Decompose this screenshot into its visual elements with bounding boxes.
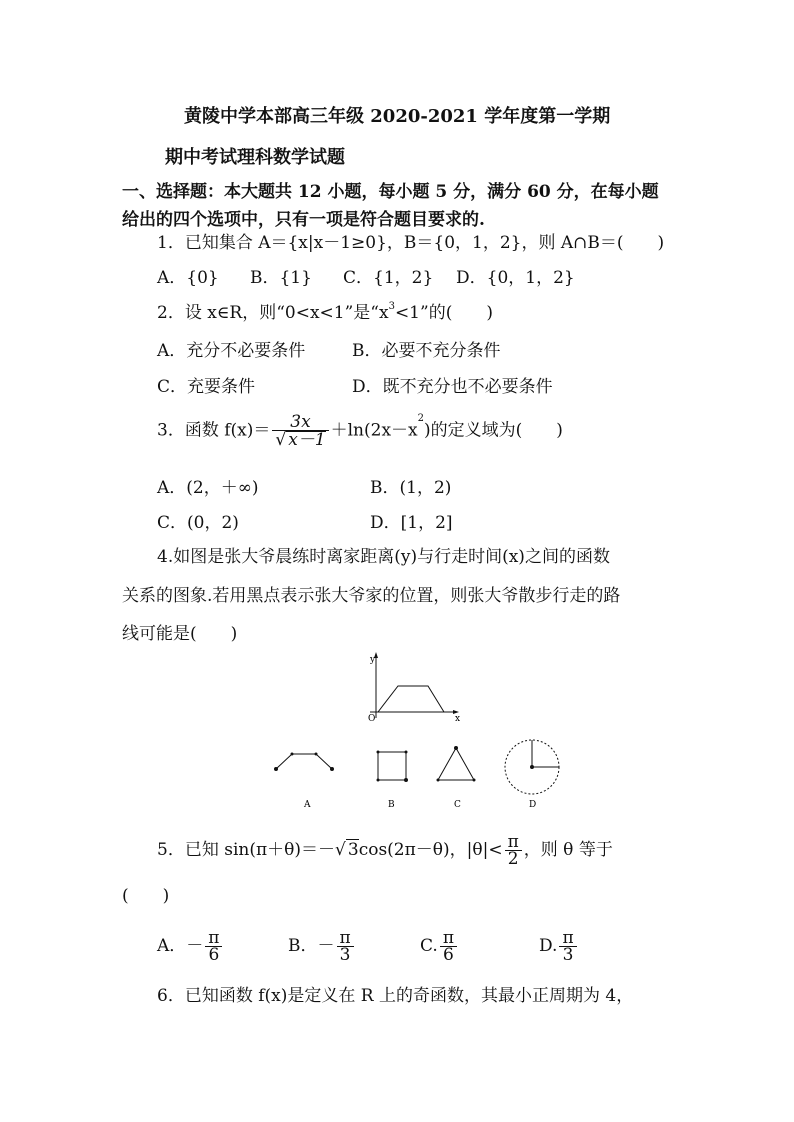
route-b-label: B xyxy=(388,800,395,810)
q1-option-d: D．{0，1，2} xyxy=(456,268,575,288)
q3-option-d: D．[1，2] xyxy=(370,513,453,533)
q3-fraction-denominator: x－1 xyxy=(288,430,326,450)
graph-curve xyxy=(378,686,444,712)
route-a-label: A xyxy=(304,800,311,810)
route-a xyxy=(274,753,334,811)
question-1-stem: 1．已知集合 A＝{x|x－1≥0}，B＝{0，1，2}，则 A∩B＝( ) xyxy=(157,233,665,253)
q5-option-a-fraction xyxy=(205,930,222,963)
q5-option-a-den: 6 xyxy=(208,945,220,965)
route-c xyxy=(437,746,476,810)
exam-title-line2: 期中考试理科数学试题 xyxy=(165,147,345,168)
question-4-line1: 4.如图是张大爷晨练时离家距离(y)与行走时间(x)之间的函数 xyxy=(157,547,610,567)
q2-option-a: A．充分不必要条件 xyxy=(157,341,306,361)
q3-exponent: 2 xyxy=(417,413,425,424)
route-d-label: D xyxy=(529,800,537,810)
question-3-stem xyxy=(157,414,563,448)
q2-exponent: 3 xyxy=(388,301,395,312)
graph-y-label: y xyxy=(370,655,376,665)
sqrt-symbol: √ xyxy=(335,840,346,860)
route-b xyxy=(377,751,409,811)
q5-option-b xyxy=(288,930,356,963)
q1-option-a: A．{0} xyxy=(157,268,219,288)
q5-answer-paren: ( ) xyxy=(122,886,170,906)
question-4-line2: 关系的图象.若用黑点表示张大爷家的位置，则张大爷散步行走的路 xyxy=(122,586,621,606)
q3-fraction xyxy=(272,414,328,448)
q3-option-a: A．(2，＋∞) xyxy=(157,478,259,498)
q3-fraction-numerator: 3x xyxy=(272,414,328,431)
question-6-stem: 6．已知函数 f(x)是定义在 R 上的奇函数，其最小正周期为 4， xyxy=(157,986,634,1006)
q5-option-d-prefix: D. xyxy=(539,936,558,956)
q5-option-b-den: 3 xyxy=(339,945,351,965)
q2-option-c: C．充要条件 xyxy=(157,377,256,397)
route-options-figure xyxy=(266,738,576,813)
q2-option-d: D．既不充分也不必要条件 xyxy=(352,377,553,397)
q5-option-a-prefix: A．－ xyxy=(157,936,204,956)
section-heading-line2: 给出的四个选项中，只有一项是符合题目要求的. xyxy=(122,210,485,230)
q5-fraction xyxy=(505,834,522,867)
q5-fraction-numerator: π xyxy=(505,834,522,851)
q5-option-a-num: π xyxy=(205,930,222,947)
q5-option-a xyxy=(157,930,224,963)
q3-stem-suffix: )的定义域为( ) xyxy=(424,420,563,441)
q2-stem-prefix: 2．设 x∈R，则“0<x<1”是“x xyxy=(157,303,389,323)
graph-x-label: x xyxy=(455,714,461,724)
q2-option-b: B．必要不充分条件 xyxy=(352,341,501,361)
q5-option-b-prefix: B．－ xyxy=(288,936,335,956)
q5-sqrt-value: 3 xyxy=(347,840,359,860)
route-c-label: C xyxy=(454,800,461,810)
q5-stem-prefix: 5．已知 sin(π＋θ)＝－ xyxy=(157,840,336,860)
q5-fraction-denominator: 2 xyxy=(507,849,519,869)
q5-option-d xyxy=(539,930,579,963)
q2-stem-suffix: <1”的( ) xyxy=(394,303,493,323)
question-4-line3: 线可能是( ) xyxy=(122,624,238,644)
question-5-stem xyxy=(157,834,613,867)
q5-option-c xyxy=(420,930,459,963)
q3-stem-mid: ＋ln(2x－x xyxy=(330,420,418,441)
q5-option-c-num: π xyxy=(440,930,457,947)
section-heading-line1: 一、选择题：本大题共 12 小题，每小题 5 分，满分 60 分，在每小题 xyxy=(122,182,659,202)
q3-option-b: B．(1，2) xyxy=(370,478,452,498)
distance-time-graph xyxy=(360,650,470,725)
q5-option-c-fraction xyxy=(440,930,457,963)
q5-option-b-fraction xyxy=(337,930,354,963)
q3-option-c: C．(0，2) xyxy=(157,513,239,533)
q5-option-d-fraction xyxy=(559,930,576,963)
sqrt-symbol: √ xyxy=(275,430,287,450)
q3-stem-prefix: 3．函数 f(x)＝ xyxy=(157,420,271,441)
q5-stem-mid: cos(2π－θ)，|θ|< xyxy=(358,840,503,860)
q1-option-c: C．{1，2} xyxy=(343,268,434,288)
route-d xyxy=(505,740,559,810)
q5-option-d-num: π xyxy=(559,930,576,947)
q5-stem-suffix: ，则 θ 等于 xyxy=(523,840,613,860)
question-2-stem xyxy=(157,302,493,324)
q5-option-c-den: 6 xyxy=(442,945,454,965)
graph-origin-label: O xyxy=(368,714,376,724)
q5-option-d-den: 3 xyxy=(562,945,574,965)
q5-option-c-prefix: C. xyxy=(420,936,438,956)
q5-option-b-num: π xyxy=(337,930,354,947)
q1-option-b: B．{1} xyxy=(250,268,312,288)
exam-title-line1: 黄陵中学本部高三年级 2020-2021 学年度第一学期 xyxy=(184,106,611,127)
